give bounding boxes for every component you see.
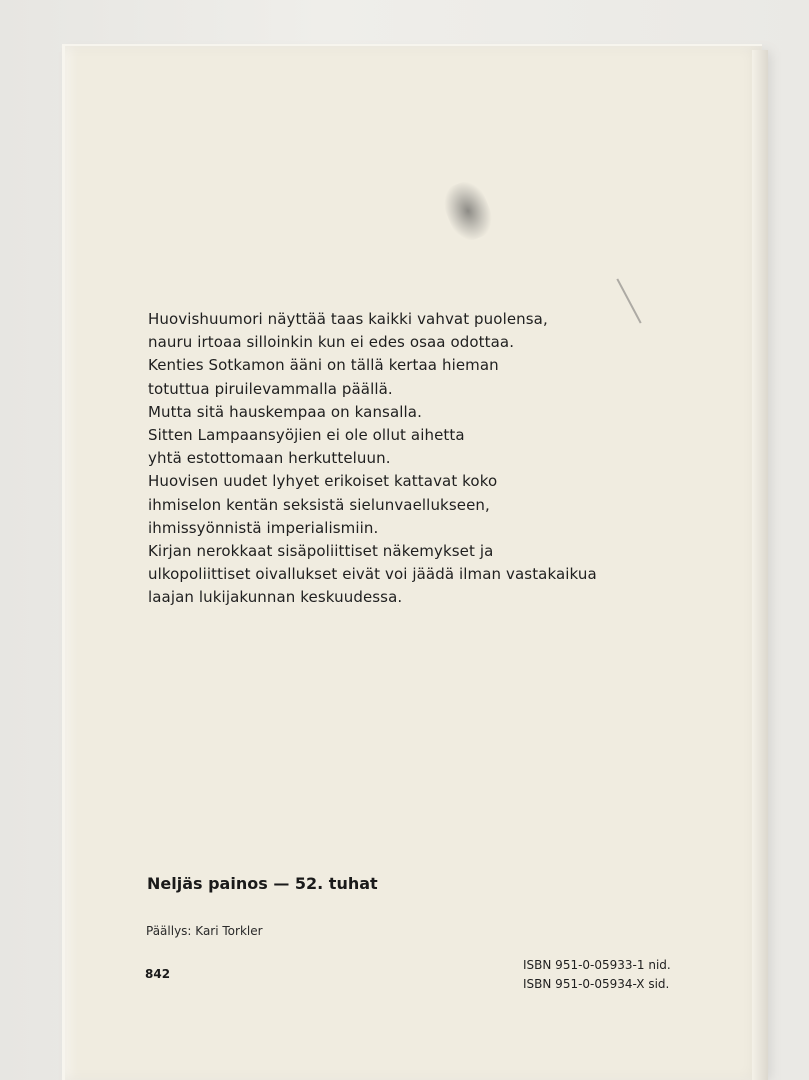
blurb-line: ulkopoliittiset oivallukset eivät voi jäädä ilman vastakaikua [148, 565, 597, 584]
blurb-line: ihmissyönnistä imperialismiin. [148, 518, 379, 537]
blurb-text [148, 308, 728, 610]
catalog-number: 842 [145, 967, 171, 981]
isbn-block [523, 956, 671, 994]
blurb-line: Huovisen uudet lyhyet erikoiset kattavat koko [148, 472, 498, 491]
blurb-line: totuttua piruilevammalla päällä. [148, 379, 393, 398]
blurb-line: nauru irtoaa silloinkin kun ei edes osaa odottaa. [148, 333, 515, 352]
blurb-line: yhtä estottomaan herkutteluun. [148, 449, 391, 468]
blurb-line: Sitten Lampaansyöjien ei ole ollut aihetta [148, 426, 465, 445]
blurb-line: ihmiselon kentän seksistä sielunvaellukseen, [148, 495, 490, 514]
blurb-line: laajan lukijakunnan keskuudessa. [148, 588, 403, 607]
blurb-line: Kenties Sotkamon ääni on tällä kertaa hieman [148, 356, 499, 375]
blurb-line: Mutta sitä hauskempaa on kansalla. [148, 402, 422, 421]
isbn-line: ISBN 951-0-05934-X sid. [523, 977, 670, 991]
cover-designer-credit: Päällys: Kari Torkler [146, 924, 263, 938]
blurb-line: Huovishuumori näyttää taas kaikki vahvat puolensa, [148, 310, 548, 328]
isbn-line: ISBN 951-0-05933-1 nid. [523, 958, 671, 972]
edition-line: Neljäs painos — 52. tuhat [147, 874, 378, 893]
blurb-line: Kirjan nerokkaat sisäpoliittiset näkemykset ja [148, 542, 494, 561]
cover-edge [752, 50, 768, 1080]
